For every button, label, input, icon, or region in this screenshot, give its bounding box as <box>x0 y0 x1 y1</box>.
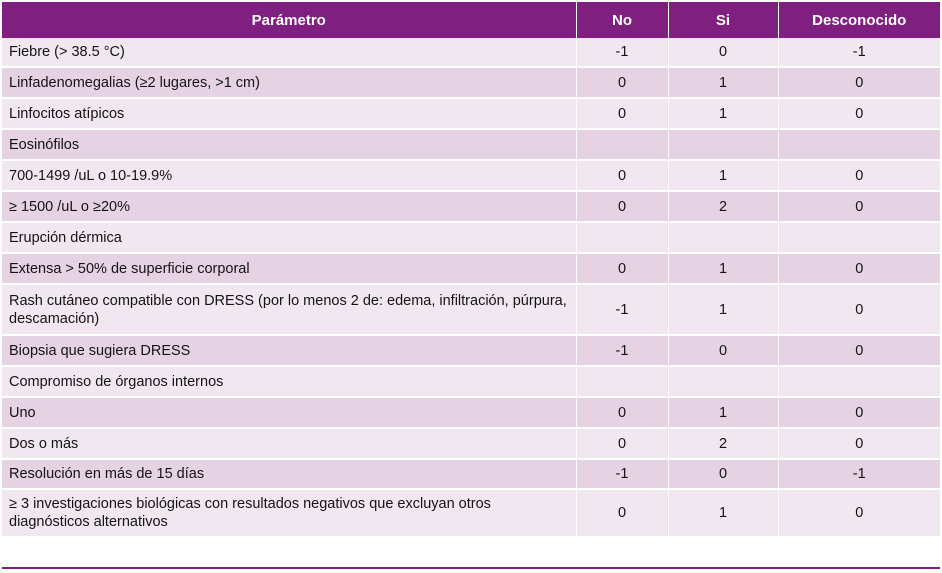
dress-score-table <box>2 2 940 538</box>
parametro-cell: Erupción dérmica <box>2 222 576 253</box>
table-row <box>2 489 940 537</box>
si-cell: 1 <box>668 67 778 98</box>
table-row <box>2 98 940 129</box>
no-cell: 0 <box>576 160 668 191</box>
table-row <box>2 222 940 253</box>
desconocido-cell: 0 <box>778 160 940 191</box>
no-cell <box>576 366 668 397</box>
si-cell: 1 <box>668 397 778 428</box>
table-row <box>2 335 940 366</box>
parametro-cell: Extensa > 50% de superficie corporal <box>2 253 576 284</box>
si-cell: 0 <box>668 335 778 366</box>
table-row <box>2 67 940 98</box>
table-row <box>2 428 940 459</box>
si-cell: 0 <box>668 459 778 489</box>
desconocido-cell: 0 <box>778 253 940 284</box>
table-row <box>2 397 940 428</box>
desconocido-cell: -1 <box>778 38 940 67</box>
header-si: Si <box>668 2 778 38</box>
table-header-row <box>2 2 940 38</box>
table-row <box>2 129 940 160</box>
si-cell <box>668 222 778 253</box>
parametro-cell: Compromiso de órganos internos <box>2 366 576 397</box>
desconocido-cell: 0 <box>778 335 940 366</box>
no-cell: -1 <box>576 335 668 366</box>
no-cell: 0 <box>576 98 668 129</box>
si-cell <box>668 366 778 397</box>
no-cell: 0 <box>576 67 668 98</box>
si-cell: 1 <box>668 284 778 335</box>
table-bottom-rule <box>2 567 940 569</box>
desconocido-cell: 0 <box>778 397 940 428</box>
desconocido-cell <box>778 129 940 160</box>
no-cell: 0 <box>576 489 668 537</box>
table-row <box>2 459 940 489</box>
table-row <box>2 253 940 284</box>
si-cell: 1 <box>668 98 778 129</box>
si-cell: 1 <box>668 160 778 191</box>
no-cell: 0 <box>576 191 668 222</box>
desconocido-cell: 0 <box>778 67 940 98</box>
parametro-cell: Dos o más <box>2 428 576 459</box>
parametro-cell: Rash cutáneo compatible con DRESS (por lo menos 2 de: edema, infiltración, púrpura, descamación) <box>2 284 576 335</box>
si-cell: 2 <box>668 428 778 459</box>
parametro-cell: Uno <box>2 397 576 428</box>
desconocido-cell: 0 <box>778 284 940 335</box>
header-parametro: Parámetro <box>2 2 576 38</box>
parametro-cell: ≥ 3 investigaciones biológicas con resultados negativos que excluyan otros diagnósticos alternativos <box>2 489 576 537</box>
desconocido-cell <box>778 366 940 397</box>
desconocido-cell: 0 <box>778 191 940 222</box>
desconocido-cell: 0 <box>778 98 940 129</box>
desconocido-cell: 0 <box>778 489 940 537</box>
parametro-cell: Biopsia que sugiera DRESS <box>2 335 576 366</box>
si-cell: 1 <box>668 253 778 284</box>
no-cell <box>576 129 668 160</box>
no-cell: -1 <box>576 38 668 67</box>
header-desconocido: Desconocido <box>778 2 940 38</box>
parametro-cell: Eosinófilos <box>2 129 576 160</box>
no-cell: -1 <box>576 459 668 489</box>
no-cell: -1 <box>576 284 668 335</box>
desconocido-cell: -1 <box>778 459 940 489</box>
header-no: No <box>576 2 668 38</box>
si-cell <box>668 129 778 160</box>
table-row <box>2 284 940 335</box>
no-cell: 0 <box>576 253 668 284</box>
desconocido-cell: 0 <box>778 428 940 459</box>
no-cell: 0 <box>576 397 668 428</box>
parametro-cell: Resolución en más de 15 días <box>2 459 576 489</box>
si-cell: 1 <box>668 489 778 537</box>
parametro-cell: Linfocitos atípicos <box>2 98 576 129</box>
parametro-cell: Fiebre (> 38.5 °C) <box>2 38 576 67</box>
parametro-cell: Linfadenomegalias (≥2 lugares, >1 cm) <box>2 67 576 98</box>
si-cell: 0 <box>668 38 778 67</box>
no-cell <box>576 222 668 253</box>
parametro-cell: ≥ 1500 /uL o ≥20% <box>2 191 576 222</box>
parametro-cell: 700-1499 /uL o 10-19.9% <box>2 160 576 191</box>
desconocido-cell <box>778 222 940 253</box>
table-row <box>2 38 940 67</box>
si-cell: 2 <box>668 191 778 222</box>
no-cell: 0 <box>576 428 668 459</box>
table-row <box>2 160 940 191</box>
table-row <box>2 191 940 222</box>
table-row <box>2 366 940 397</box>
